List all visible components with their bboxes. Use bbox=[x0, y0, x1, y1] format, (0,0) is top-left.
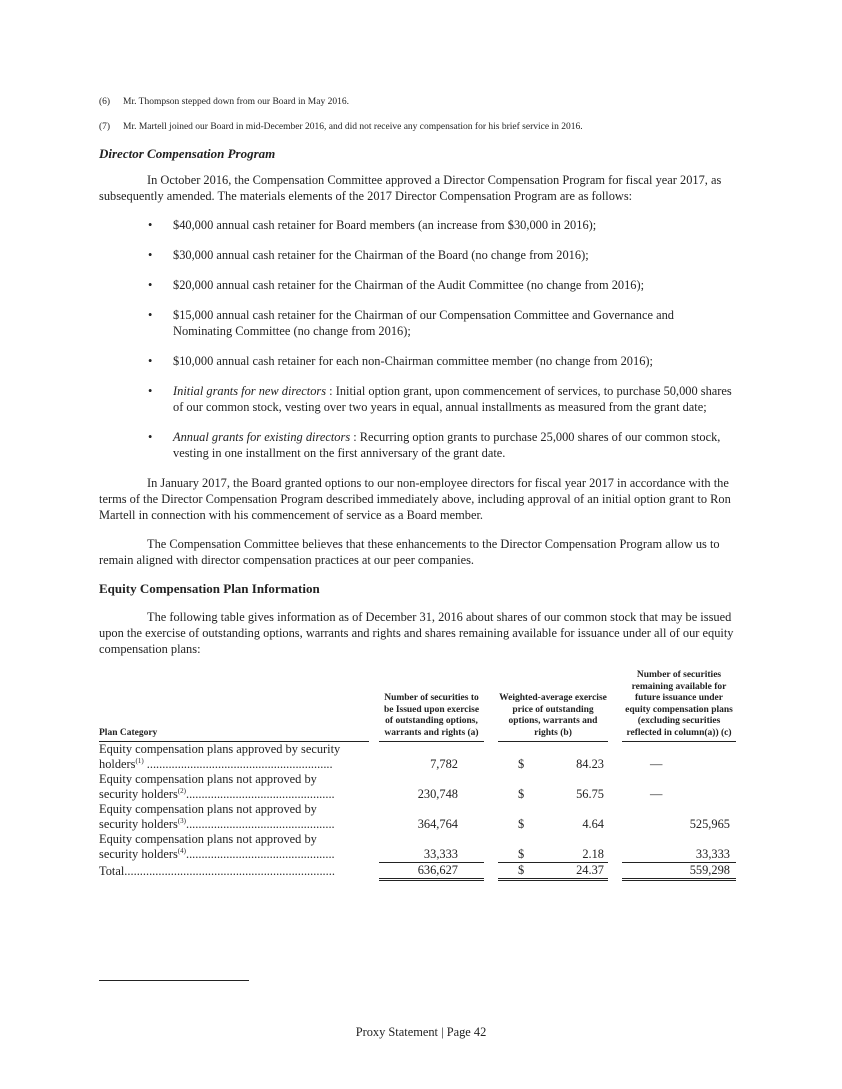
cell-c: — bbox=[650, 787, 663, 801]
bullet-icon: • bbox=[148, 278, 153, 292]
list-item-text: : Initial option grant, upon commencement of services, to purchase 50,000 shares of our common stock, vesting over two years in equal, annual installments as measured from the grant date; bbox=[173, 384, 732, 414]
cell-b: 2.18 bbox=[542, 832, 608, 862]
cell-c: 33,333 bbox=[622, 832, 736, 862]
bullet-list bbox=[99, 217, 736, 461]
page-number: Page 42 bbox=[446, 1025, 487, 1039]
row-label: Equity compensation plans not approved by security holders$^{(3)}$................................................ bbox=[99, 802, 335, 831]
cell-c: — bbox=[650, 757, 663, 771]
list-item bbox=[99, 353, 736, 369]
cell-a: 364,764 bbox=[417, 817, 458, 831]
footnote-text: Mr. Martell joined our Board in mid-December 2016, and did not receive any compensation for his brief service in 2016. bbox=[123, 122, 583, 132]
footnote-text: Mr. Thompson stepped down from our Board in May 2016. bbox=[123, 97, 349, 107]
footnote-number: (7) bbox=[99, 122, 111, 132]
bullet-icon: • bbox=[148, 384, 153, 398]
list-item-label: Initial grants for new directors bbox=[173, 384, 327, 398]
column-header-c: Number of securities remaining available for future issuance under equity compensation plans (excluding securities reflected in column(a)) (c) bbox=[622, 670, 736, 742]
currency-symbol: $ bbox=[518, 817, 525, 831]
list-item-text: $15,000 annual cash retainer for the Chairman of our Compensation Committee and Governance and Nominating Committee (no change from 2016); bbox=[173, 308, 674, 338]
paragraph: The Compensation Committee believes that these enhancements to the Director Compensation Program allow us to remain aligned with director compensation practices at our peer companies. bbox=[99, 537, 720, 567]
currency-symbol: $ bbox=[498, 862, 542, 879]
section-heading-equity-plan: Equity Compensation Plan Information bbox=[99, 581, 320, 596]
currency-symbol: $ bbox=[518, 787, 525, 801]
page-content bbox=[99, 96, 736, 881]
bullet-icon: • bbox=[148, 430, 153, 444]
list-item bbox=[99, 383, 736, 415]
footer-separator: | bbox=[441, 1025, 444, 1039]
list-item-text: $30,000 annual cash retainer for the Chairman of the Board (no change from 2016); bbox=[173, 248, 589, 262]
total-a: 636,627 bbox=[379, 862, 484, 879]
column-header-b: Weighted-average exercise price of outstanding options, warrants and rights (b) bbox=[498, 670, 608, 742]
cell-b: 84.23 bbox=[576, 757, 604, 771]
currency-symbol: $ bbox=[498, 832, 542, 862]
paragraph: In October 2016, the Compensation Committee approved a Director Compensation Program for fiscal year 2017, as subsequently amended. The materials elements of the 2017 Director Compensation Program are as follows: bbox=[99, 173, 722, 203]
row-label: Equity compensation plans not approved by security holders$^{(2)}$................................................ bbox=[99, 772, 335, 801]
cell-a: 7,782 bbox=[430, 757, 458, 771]
cell-b: 56.75 bbox=[576, 787, 604, 801]
cell-a: 33,333 bbox=[379, 832, 484, 862]
bullet-icon: • bbox=[148, 218, 153, 232]
table-total-row bbox=[99, 862, 736, 879]
paragraph: The following table gives information as of December 31, 2016 about shares of our common stock that may be issued upon the exercise of outstanding options, warrants and rights and shares remaining available for issuance under all of our equity compensation plans: bbox=[99, 610, 734, 656]
section-heading-director-compensation: Director Compensation Program bbox=[99, 146, 276, 161]
row-label: Equity compensation plans approved by security holders$^{(1)}$ ............................................................ bbox=[99, 742, 341, 771]
page-footer bbox=[0, 1025, 842, 1040]
list-item bbox=[99, 217, 736, 233]
cell-a: 230,748 bbox=[417, 787, 458, 801]
list-item-label: Annual grants for existing directors bbox=[173, 430, 351, 444]
column-header-a: Number of securities to be Issued upon exercise of outstanding options, warrants and rights (a) bbox=[379, 670, 484, 742]
bullet-icon: • bbox=[148, 308, 153, 322]
list-item-text: : Recurring option grants to purchase 25,000 shares of our common stock, vesting in one installment on the first anniversary of the grant date. bbox=[173, 430, 721, 460]
table-row bbox=[99, 742, 736, 773]
currency-symbol: $ bbox=[518, 757, 525, 771]
total-c: 559,298 bbox=[622, 862, 736, 879]
cell-c: 525,965 bbox=[689, 817, 730, 831]
list-item bbox=[99, 307, 736, 339]
table-row bbox=[99, 802, 736, 832]
column-header-category: Plan Category bbox=[99, 670, 369, 742]
list-item bbox=[99, 277, 736, 293]
footnote bbox=[99, 96, 736, 109]
list-item-text: $20,000 annual cash retainer for the Chairman of the Audit Committee (no change from 2016); bbox=[173, 278, 645, 292]
equity-plan-table bbox=[99, 670, 736, 881]
total-b: 24.37 bbox=[542, 862, 608, 879]
list-item bbox=[99, 247, 736, 263]
footnote-number: (6) bbox=[99, 97, 111, 107]
footnote-separator bbox=[99, 980, 249, 981]
row-label: Total.................................................................... bbox=[99, 864, 335, 878]
footnote bbox=[99, 121, 736, 134]
table-row bbox=[99, 772, 736, 802]
cell-b: 4.64 bbox=[582, 817, 604, 831]
bullet-icon: • bbox=[148, 354, 153, 368]
footer-title: Proxy Statement bbox=[355, 1025, 438, 1039]
row-label: Equity compensation plans not approved by security holders$^{(4)}$................................................ bbox=[99, 832, 335, 861]
list-item-text: $10,000 annual cash retainer for each non-Chairman committee member (no change from 2016); bbox=[173, 354, 653, 368]
bullet-icon: • bbox=[148, 248, 153, 262]
table-row bbox=[99, 832, 736, 862]
list-item bbox=[99, 429, 736, 461]
table-header-row bbox=[99, 670, 736, 742]
list-item-text: $40,000 annual cash retainer for Board members (an increase from $30,000 in 2016); bbox=[173, 218, 597, 232]
paragraph: In January 2017, the Board granted options to our non-employee directors for fiscal year 2017 in accordance with the terms of the Director Compensation Program described immediately above, including approval of an initial option grant to Ron Martell in connection with his commencement of service as a Board member. bbox=[99, 476, 731, 522]
